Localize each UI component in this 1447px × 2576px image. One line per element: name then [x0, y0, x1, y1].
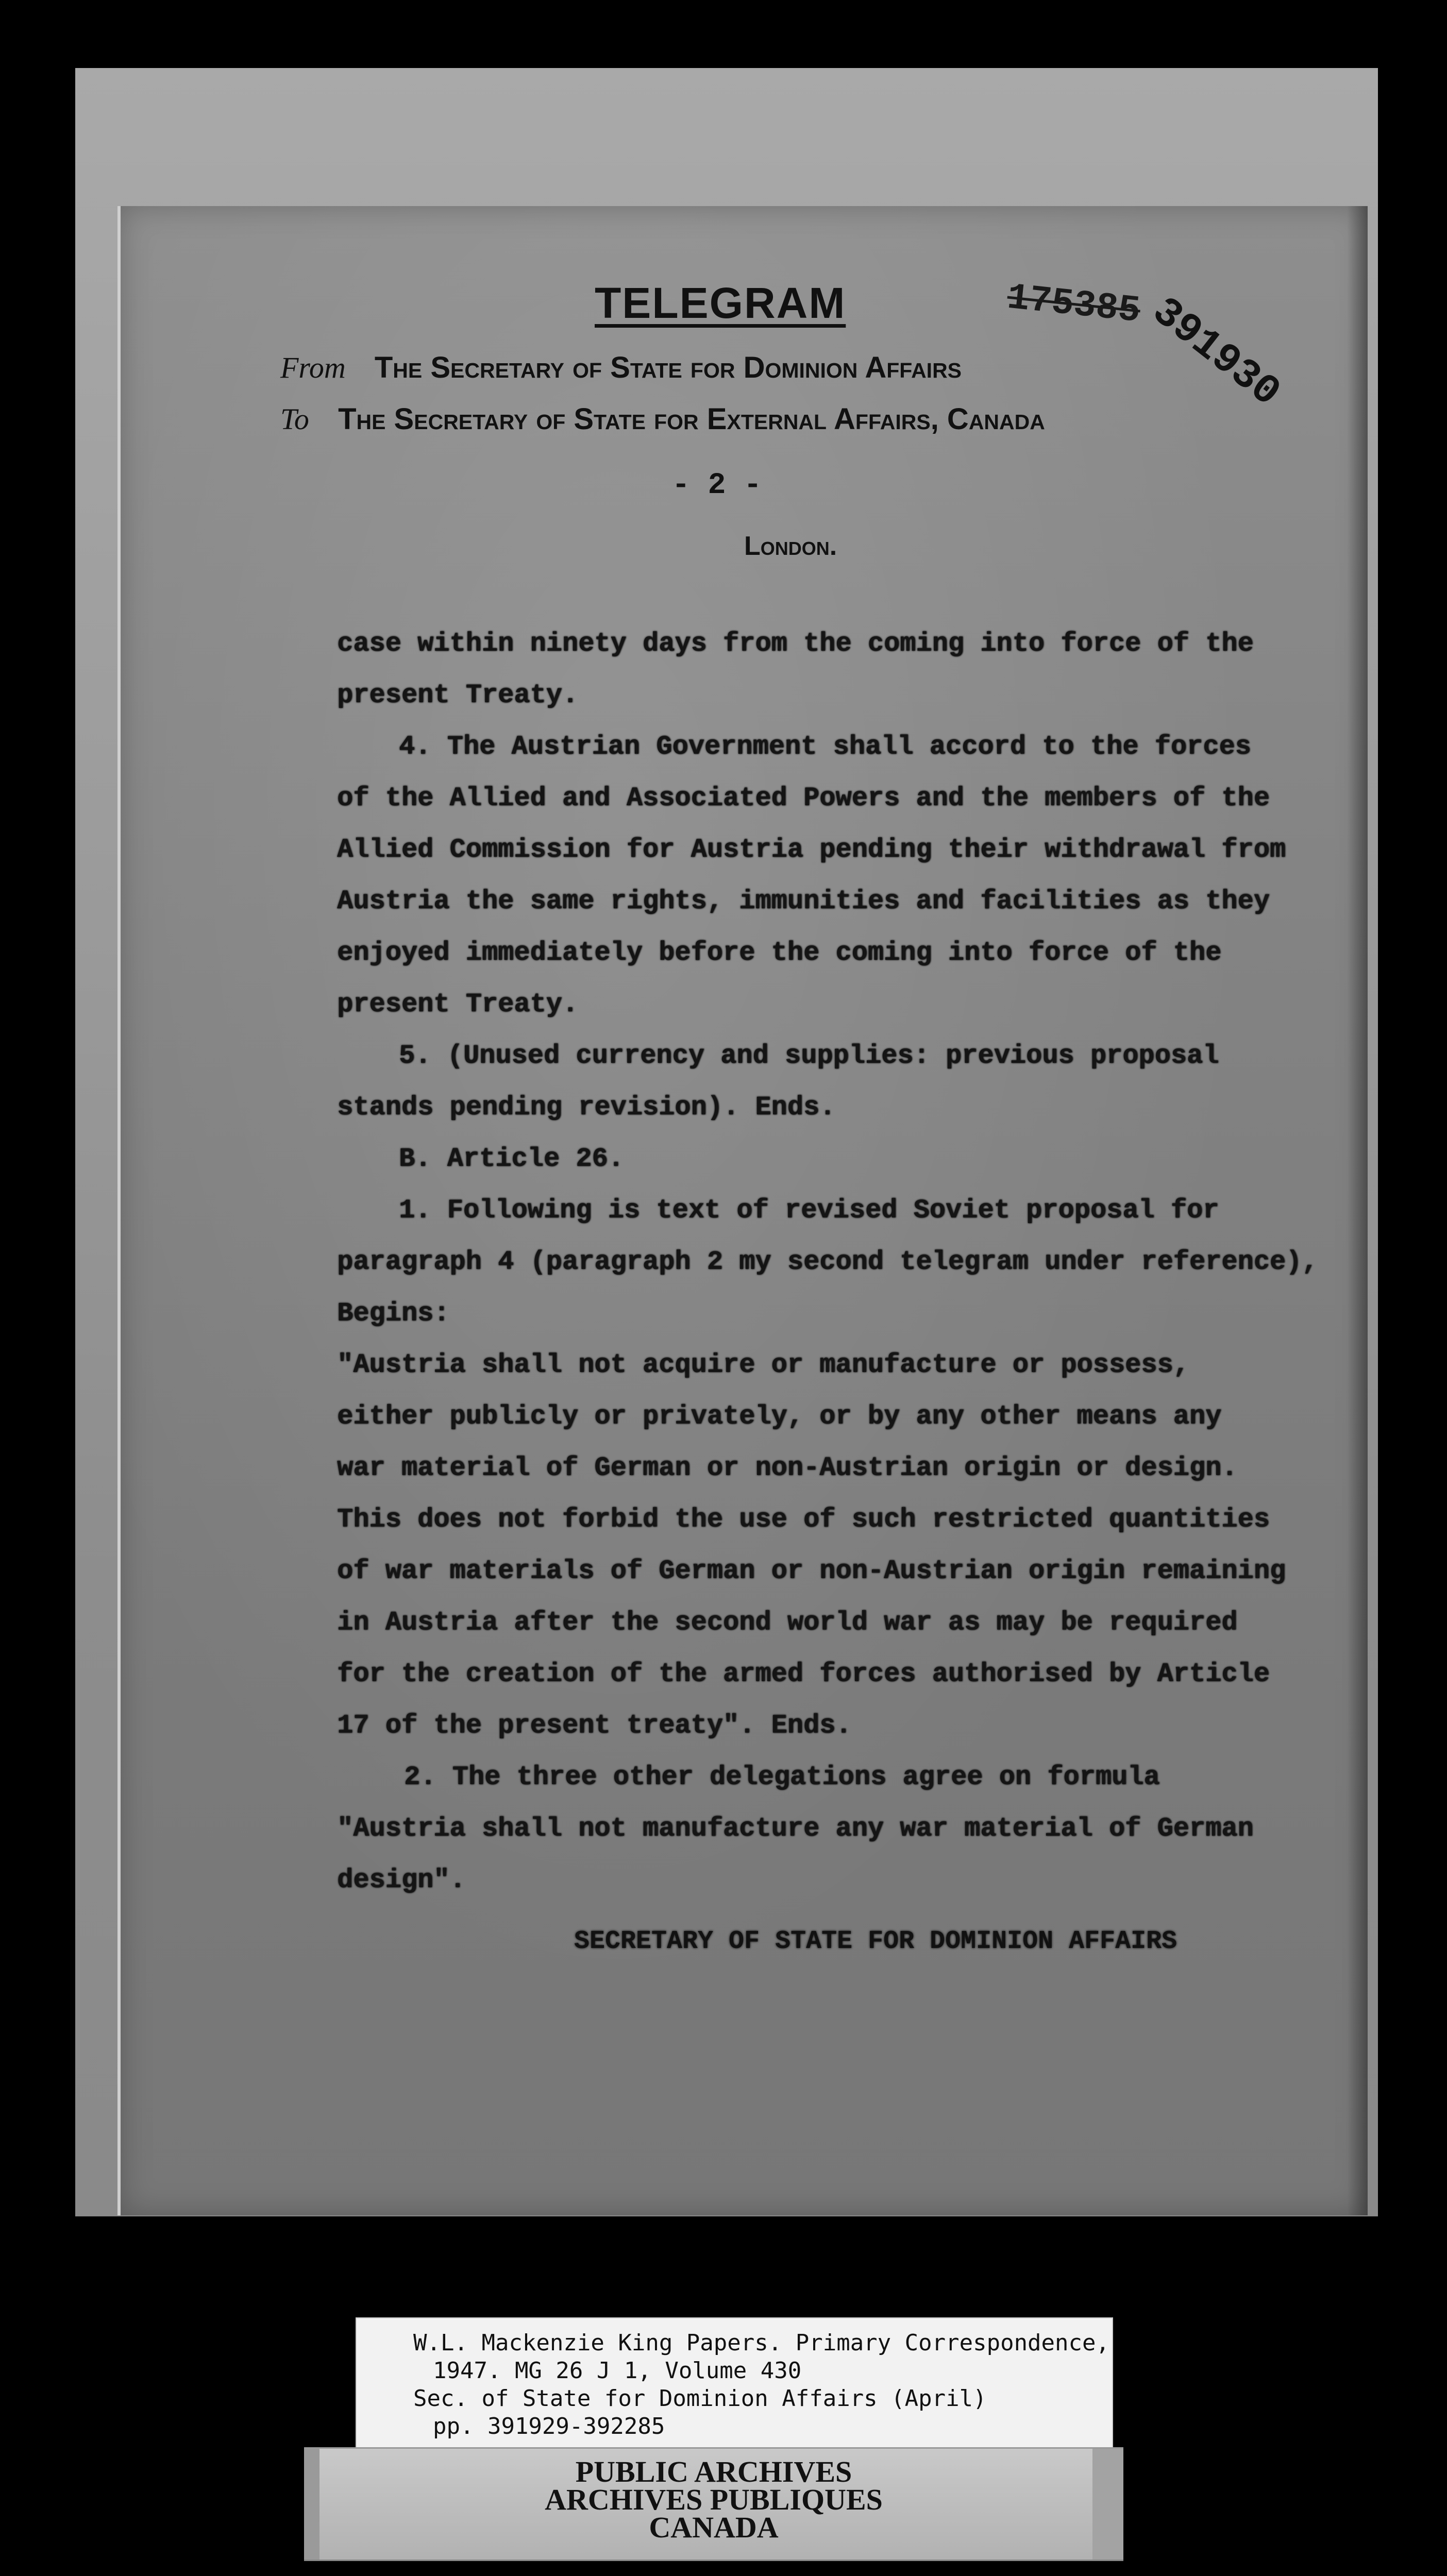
body-line: for the creation of the armed forces authorised by Article [337, 1659, 1270, 1689]
from-text: The Secretary of State for Dominion Affairs [374, 351, 962, 384]
place-of-origin: London. [744, 531, 837, 561]
telegram-page [117, 206, 1368, 2215]
archives-line-2: ARCHIVES PUBLIQUES [545, 2483, 883, 2516]
body-line: 1. Following is text of revised Soviet proposal for [399, 1195, 1219, 1226]
body-line: 4. The Austrian Government shall accord to the forces [399, 732, 1251, 762]
body-line: 17 of the present treaty". Ends. [337, 1710, 852, 1741]
body-line: in Austria after the second world war as may be required [337, 1607, 1238, 1638]
body-line: present Treaty. [337, 680, 579, 710]
archives-line-3: CANADA [649, 2511, 779, 2544]
body-line: B. Article 26. [399, 1144, 624, 1174]
stamp-number-2: 391930 [1142, 289, 1289, 417]
telegram-title: TELEGRAM [595, 279, 846, 327]
stamp-number-struck [1005, 277, 1142, 333]
telegram-body [337, 618, 1357, 1906]
body-line: 2. The three other delegations agree on formula [404, 1762, 1160, 1792]
body-line: Austria the same rights, immunities and facilities as they [337, 886, 1270, 917]
body-line: Allied Commission for Austria pending their withdrawal from [337, 835, 1286, 865]
body-line: design". [337, 1865, 466, 1895]
body-line: "Austria shall not acquire or manufacture or possess, [337, 1350, 1189, 1380]
body-line: of the Allied and Associated Powers and the members of the [337, 783, 1270, 814]
body-line: stands pending revision). Ends. [337, 1092, 836, 1123]
archives-strip [304, 2447, 1123, 2561]
reference-line-4: pp. 391929-392285 [433, 2413, 665, 2439]
from-line [280, 350, 962, 385]
body-line: of war materials of German or non-Austrian origin remaining [337, 1556, 1286, 1586]
body-line: This does not forbid the use of such restricted quantities [337, 1504, 1270, 1535]
body-line: 5. (Unused currency and supplies: previous proposal [399, 1041, 1219, 1071]
stamp-number-1: 175385 [1005, 276, 1142, 333]
body-line: paragraph 4 (paragraph 2 my second telegram under reference), [337, 1247, 1318, 1277]
from-label: From [280, 351, 346, 384]
reference-line-2: 1947. MG 26 J 1, Volume 430 [433, 2358, 802, 2384]
to-text: The Secretary of State for External Affairs, Canada [338, 402, 1045, 436]
reference-line-3: Sec. of State for Dominion Affairs (April) [413, 2385, 987, 2412]
body-line: either publicly or privately, or by any other means any [337, 1401, 1222, 1432]
signature-line: SECRETARY OF STATE FOR DOMINION AFFAIRS [574, 1927, 1177, 1956]
body-line: Begins: [337, 1298, 450, 1329]
archives-stamp [304, 2455, 1123, 2544]
body-line: case within ninety days from the coming into force of the [337, 629, 1254, 659]
archives-line-1: PUBLIC ARCHIVES [575, 2455, 852, 2488]
body-line: present Treaty. [337, 989, 579, 1020]
reference-label [356, 2317, 1113, 2448]
page-number: - 2 - [672, 469, 762, 502]
reference-line-1: W.L. Mackenzie King Papers. Primary Correspondence, [413, 2330, 1110, 2356]
body-line: "Austria shall not manufacture any war material of German [337, 1814, 1254, 1844]
to-label: To [280, 402, 309, 436]
body-line: war material of German or non-Austrian origin or design. [337, 1453, 1238, 1483]
to-line [280, 402, 1045, 436]
body-line: enjoyed immediately before the coming into force of the [337, 938, 1222, 968]
